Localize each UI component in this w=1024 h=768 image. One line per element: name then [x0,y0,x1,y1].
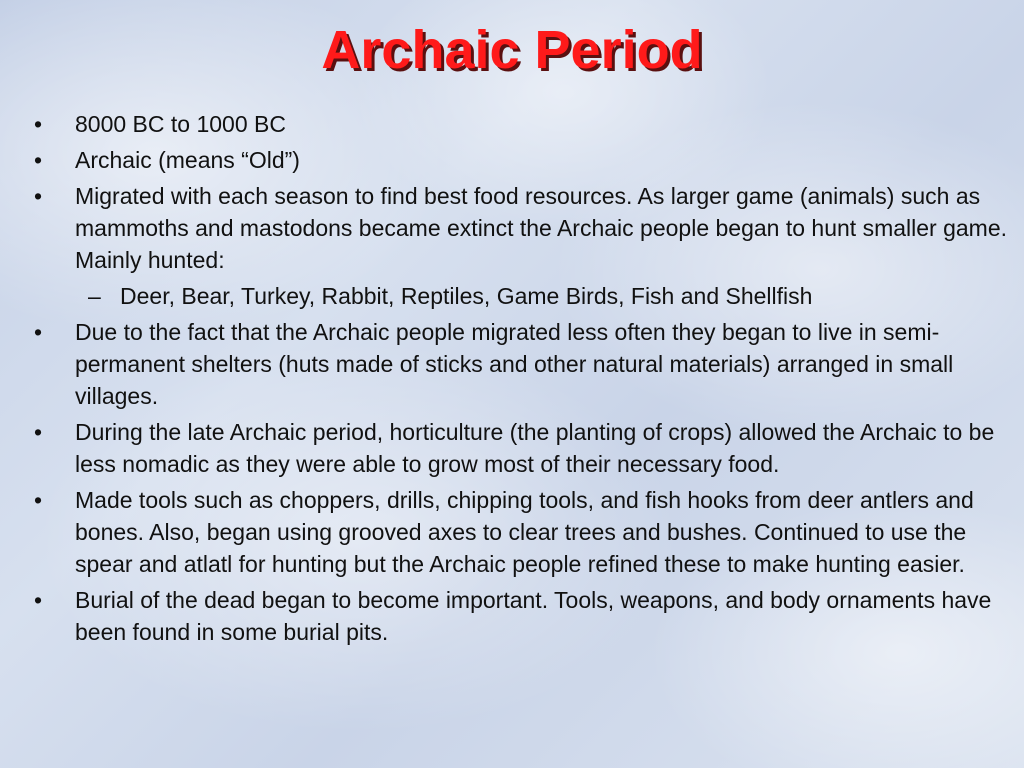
bullet-marker: • [34,111,43,137]
bullet-item-migration [30,180,1010,276]
bullet-text: Archaic (means “Old”) [75,147,300,173]
bullet-item-horticulture [30,416,1010,480]
bullet-text: 8000 BC to 1000 BC [75,111,286,137]
bullet-text: Migrated with each season to find best food resources. As larger game (animals) such as mammoths and mastodons became extinct the Archaic people began to hunt smaller game. Mainly hunted: [75,183,1008,273]
bullet-marker: • [34,587,43,613]
bullet-marker: • [34,419,43,445]
sub-bullet-item-game [30,280,1010,312]
bullet-item-shelters [30,316,1010,412]
bullet-marker: • [34,147,43,173]
bullet-marker: • [34,487,43,513]
bullet-text: Burial of the dead began to become important. Tools, weapons, and body ornaments have been found in some burial pits. [75,587,992,645]
bullet-list [30,108,1010,652]
sub-bullet-marker: – [88,283,101,309]
slide-title: Archaic Period [321,20,703,80]
sub-bullet-text: Deer, Bear, Turkey, Rabbit, Reptiles, Game Birds, Fish and Shellfish [120,283,813,309]
bullet-item-date-range [30,108,1010,140]
bullet-text: During the late Archaic period, horticulture (the planting of crops) allowed the Archaic to be less nomadic as they were able to grow most of their necessary food. [75,419,995,477]
bullet-text: Made tools such as choppers, drills, chipping tools, and fish hooks from deer antlers and bones. Also, began using grooved axes to clear trees and bushes. Continued to use the spear and atlatl for hunting but the Archaic people refined these to make hunting easier. [75,487,974,577]
bullet-text: Due to the fact that the Archaic people migrated less often they began to live in semi-permanent shelters (huts made of sticks and other natural materials) arranged in small villages. [75,319,954,409]
bullet-item-tools [30,484,1010,580]
bullet-item-meaning [30,144,1010,176]
bullet-marker: • [34,319,43,345]
bullet-item-burial [30,584,1010,648]
bullet-marker: • [34,183,43,209]
